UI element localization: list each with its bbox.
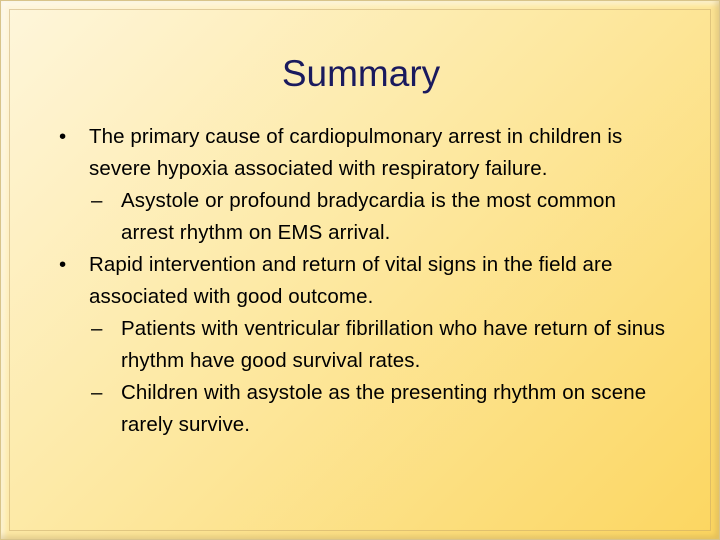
- sub-bullet-item: [59, 377, 669, 441]
- bullet-item: [59, 121, 669, 185]
- bullet-item: [59, 249, 669, 313]
- slide-title: Summary: [281, 53, 441, 94]
- bullet-marker: •: [59, 125, 67, 148]
- sub-bullet-marker: –: [91, 381, 103, 404]
- sub-bullet-item: [59, 313, 669, 377]
- sub-bullet-marker: –: [91, 189, 103, 212]
- sub-bullet-item: [59, 185, 669, 249]
- sub-bullet-text: Asystole or profound bradycardia is the most common arrest rhythm on EMS arrival.: [121, 189, 617, 244]
- sub-bullet-text: Patients with ventricular fibrillation who have return of sinus rhythm have good survival rates.: [121, 317, 666, 372]
- slide-body: [59, 121, 669, 441]
- sub-bullet-text: Children with asystole as the presenting rhythm on scene rarely survive.: [121, 381, 647, 436]
- bullet-text: Rapid intervention and return of vital signs in the field are associated with good outcome.: [89, 253, 613, 308]
- bullet-marker: •: [59, 253, 67, 276]
- sub-bullet-marker: –: [91, 317, 103, 340]
- bullet-text: The primary cause of cardiopulmonary arrest in children is severe hypoxia associated with respiratory failure.: [89, 125, 623, 180]
